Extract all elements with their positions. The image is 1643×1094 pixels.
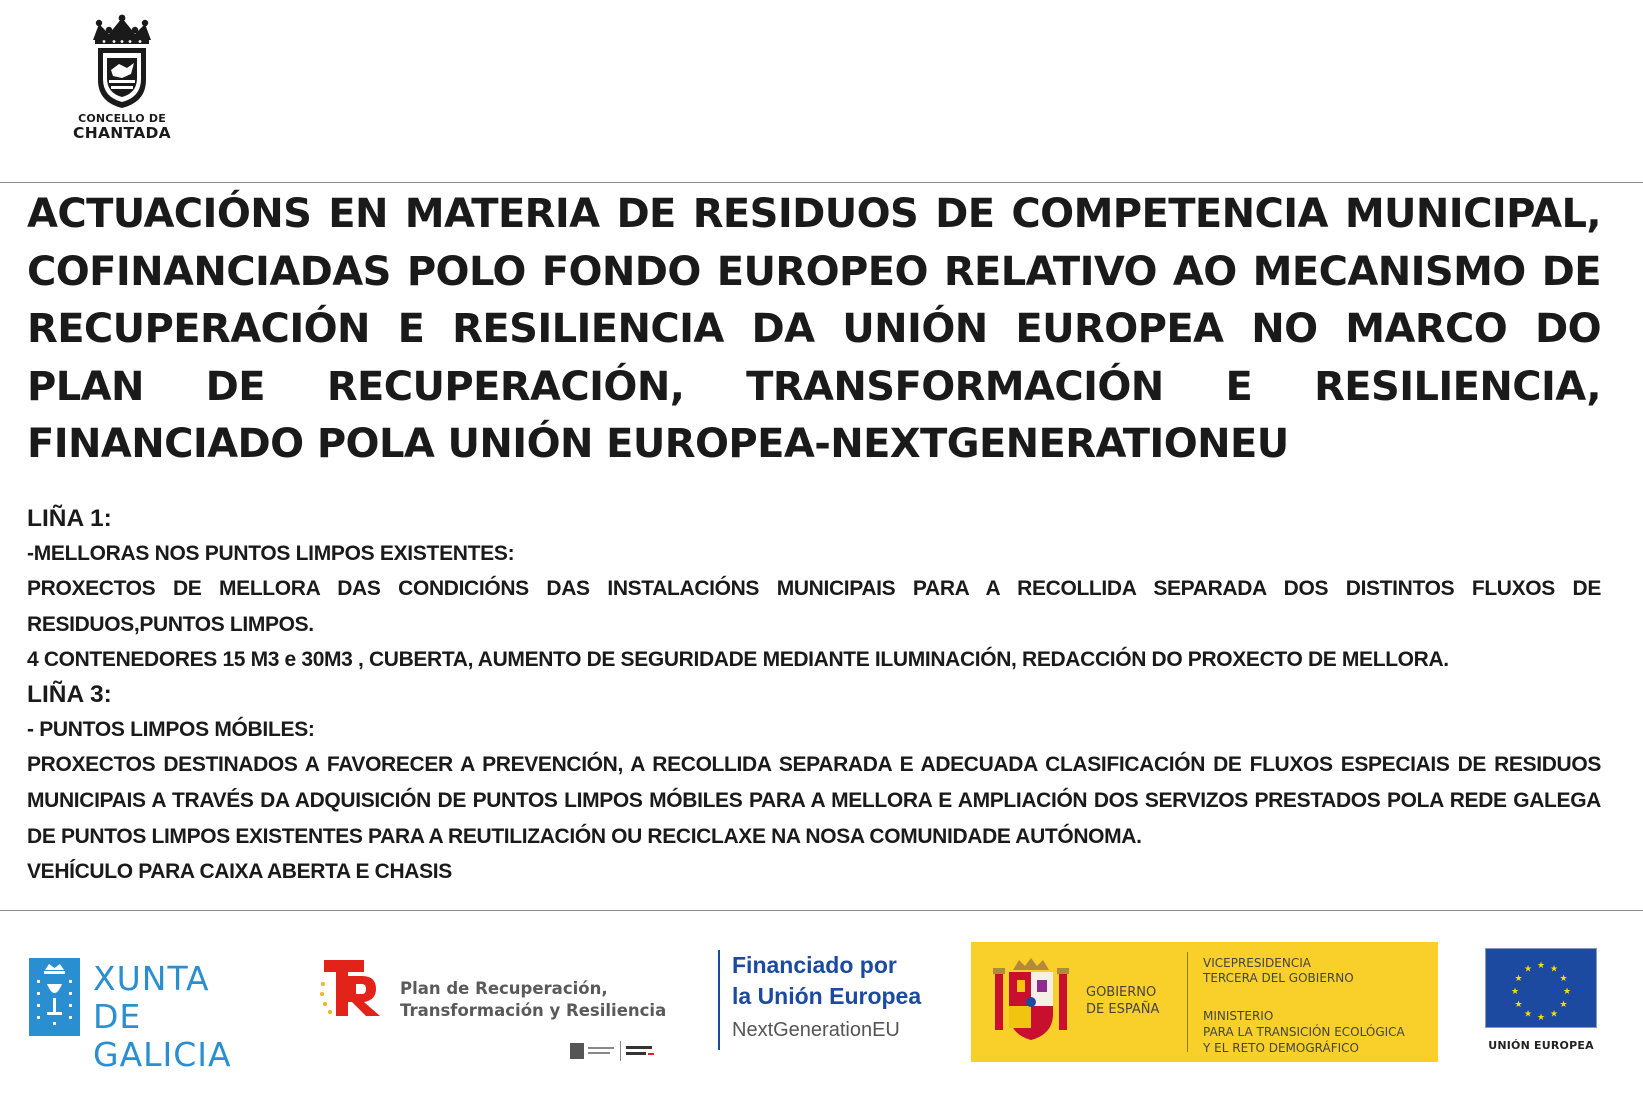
svg-text:★: ★ bbox=[1523, 1009, 1533, 1020]
vicepresidencia-line1: VICEPRESIDENCIA bbox=[1203, 956, 1311, 970]
vicepresidencia-line2: TERCERA DEL GOBIERNO bbox=[1203, 971, 1354, 985]
gobierno-divider bbox=[1187, 952, 1188, 1052]
financed-line3: NextGenerationEU bbox=[732, 1019, 900, 1041]
prtr-label-line1: Plan de Recuperación, bbox=[400, 979, 608, 998]
footer-logos bbox=[0, 912, 1643, 1094]
line3-subtitle: - PUNTOS LIMPOS MÓBILES: bbox=[27, 717, 315, 741]
svg-text:★: ★ bbox=[1510, 987, 1520, 997]
ministerio-line1: MINISTERIO bbox=[1203, 1009, 1274, 1023]
svg-text:★: ★ bbox=[1536, 1013, 1546, 1023]
svg-text:★: ★ bbox=[1514, 974, 1523, 984]
line1-subtitle: -MELLORAS NOS PUNTOS LIMPOS EXISTENTES: bbox=[27, 541, 515, 565]
notice-body bbox=[27, 186, 1601, 890]
svg-text:★: ★ bbox=[1514, 1000, 1523, 1010]
crest-icon bbox=[89, 14, 155, 110]
financed-line2: la Unión Europea bbox=[732, 983, 922, 1009]
line3-detail: VEHÍCULO PARA CAIXA ABERTA E CHASIS bbox=[27, 860, 452, 884]
gobierno-mini-logo-icon bbox=[570, 1040, 670, 1062]
bottom-divider bbox=[0, 910, 1643, 911]
financed-by-eu bbox=[718, 950, 942, 1050]
header bbox=[0, 0, 1643, 182]
gobierno-line1: GOBIERNO bbox=[1086, 985, 1157, 1000]
line1-heading: LIÑA 1: bbox=[27, 504, 112, 532]
line1-paragraph: PROXECTOS DE MELLORA DAS CONDICIÓNS DAS INSTALACIÓNS MUNICIPAIS PARA A RECOLLIDA SEPARADA DOS DISTINTOS FLUXOS DE RESIDUOS,PUNTOS LIMPOS. bbox=[27, 577, 1601, 636]
top-divider bbox=[0, 182, 1643, 183]
prtr-logo bbox=[318, 954, 668, 1064]
prtr-label-line2: Transformación y Resiliencia bbox=[400, 1001, 667, 1020]
crest-label-line1: CONCELLO DE bbox=[78, 112, 166, 125]
eu-logo bbox=[1485, 948, 1597, 1068]
xunta-label-line2: DE GALICIA bbox=[93, 997, 232, 1074]
line3-heading: LIÑA 3: bbox=[27, 680, 112, 708]
gobierno-de-espana-logo bbox=[971, 942, 1438, 1062]
crest-label-line2: CHANTADA bbox=[73, 124, 171, 142]
svg-text:★: ★ bbox=[1549, 1009, 1559, 1020]
ministerio-line2: PARA LA TRANSICIÓN ECOLÓGICA bbox=[1203, 1025, 1405, 1039]
xunta-label-line1: XUNTA bbox=[93, 959, 210, 998]
line3-paragraph: PROXECTOS DESTINADOS A FAVORECER A PREVENCIÓN, A RECOLLIDA SEPARADA E ADECUADA CLASIFICACIÓN DE FLUXOS ESPECIAIS DE RESIDUOS MUNICIPAIS A TRAVÉS DA ADQUISICIÓN DE PUNTOS LIMPOS MÓBILES PARA A MELLORA E AMPLIACIÓN DOS SERVIZOS PRESTADOS POLA REDE GALEGA DE PUNTOS LIMPOS EXISTENTES PARA A REUTILIZACIÓN OU RECICLAXE NA NOSA COMUNIDADE AUTÓNOMA. bbox=[27, 753, 1601, 848]
concello-crest bbox=[72, 14, 172, 142]
page-title: ACTUACIÓNS EN MATERIA DE RESIDUOS DE COMPETENCIA MUNICIPAL, COFINANCIADAS POLO FONDO EUROPEO RELATIVO AO MECANISMO DE RECUPERACIÓN E RESILIENCIA DA UNIÓN EUROPEA NO MARCO DO PLAN DE RECUPERACIÓN, TRANSFORMACIÓN E RESILIENCIA, FINANCIADO POLA UNIÓN EUROPEA-NEXTGENERATIONEU bbox=[27, 191, 1601, 467]
ministerio-line3: Y EL RETO DEMOGRÁFICO bbox=[1203, 1041, 1359, 1055]
line1-detail: 4 CONTENEDORES 15 M3 e 30M3 , CUBERTA, AUMENTO DE SEGURIDADE MEDIANTE ILUMINACIÓN, REDACCIÓN DO PROXECTO DE MELLORA. bbox=[27, 648, 1449, 672]
gobierno-line2: DE ESPAÑA bbox=[1086, 1002, 1160, 1017]
svg-text:★: ★ bbox=[1523, 964, 1533, 975]
xunta-logo bbox=[29, 958, 289, 1074]
eu-flag-icon bbox=[1485, 948, 1597, 1028]
svg-text:★: ★ bbox=[1536, 961, 1546, 971]
prtr-logo-icon bbox=[318, 954, 386, 1022]
eu-label: UNIÓN EUROPEA bbox=[1488, 1039, 1594, 1052]
xunta-emblem-icon bbox=[29, 958, 80, 1036]
financed-line1: Financiado por bbox=[732, 952, 897, 978]
svg-text:★: ★ bbox=[1562, 987, 1572, 997]
svg-text:★: ★ bbox=[1559, 1000, 1568, 1010]
svg-text:★: ★ bbox=[1559, 974, 1568, 984]
spain-coat-of-arms-icon bbox=[991, 956, 1071, 1046]
svg-text:★: ★ bbox=[1549, 964, 1559, 975]
